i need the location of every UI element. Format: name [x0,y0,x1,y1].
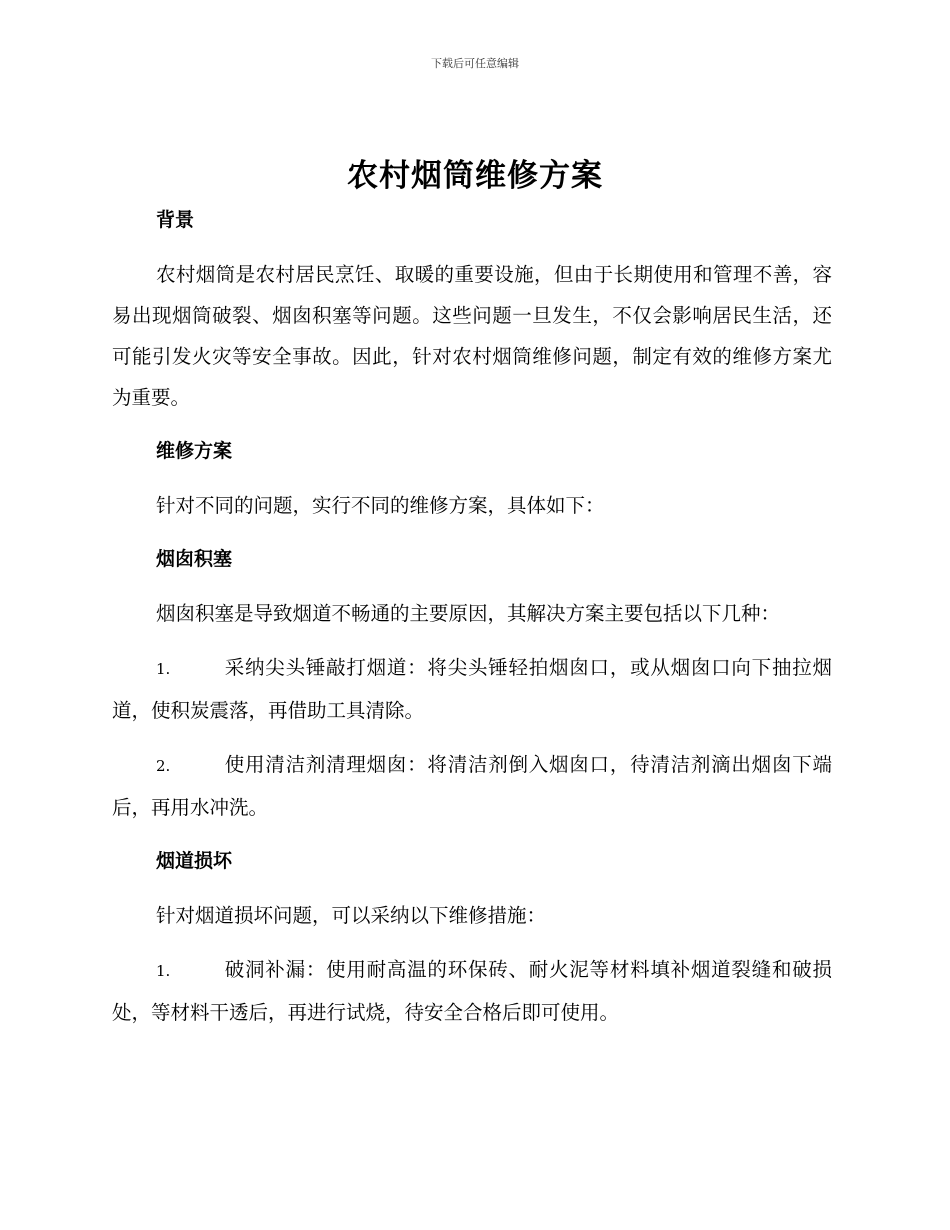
list-item-text: 采纳尖头锤敲打烟道：将尖头锤轻拍烟囱口，或从烟囱口向下抽拉烟道，使积炭震落，再借助工具清除。 [112,656,832,722]
paragraph-background: 农村烟筒是农村居民烹饪、取暖的重要设施，但由于长期使用和管理不善，容易出现烟筒破裂、烟囱积塞等问题。这些问题一旦发生，不仅会影响居民生活，还可能引发火灾等安全事故。因此，针对农村烟筒维修问题，制定有效的维修方案尤为重要。 [112,263,832,409]
page-header-note: 下载后可任意编辑 [431,57,519,70]
section-heading-chimney-blockage: 烟囱积塞 [156,548,233,570]
list-item-number: 2. [156,757,171,775]
section-heading-plan: 维修方案 [156,440,233,462]
paragraph-chimney-blockage: 烟囱积塞是导致烟道不畅通的主要原因，其解决方案主要包括以下几种： [156,602,781,625]
list-item-number: 1. [156,660,171,678]
document-title: 农村烟筒维修方案 [347,158,603,194]
list-item [112,744,832,828]
list-item-text: 破洞补漏：使用耐高温的环保砖、耐火泥等材料填补烟道裂缝和破损处，等材料干透后，再进行试烧，待安全合格后即可使用。 [112,958,832,1024]
paragraph-flue-damage: 针对烟道损坏问题，可以采纳以下维修措施： [156,904,547,927]
section-heading-background: 背景 [156,209,195,231]
section-heading-flue-damage: 烟道损坏 [156,850,233,872]
list-item-number: 1. [156,962,171,980]
document-body [112,200,832,1046]
list-item [112,647,832,731]
list-item-text: 使用清洁剂清理烟囱：将清洁剂倒入烟囱口，待清洁剂滴出烟囱下端后，再用水冲洗。 [112,753,832,819]
list-item [112,949,832,1033]
paragraph-plan: 针对不同的问题，实行不同的维修方案，具体如下： [156,494,605,517]
